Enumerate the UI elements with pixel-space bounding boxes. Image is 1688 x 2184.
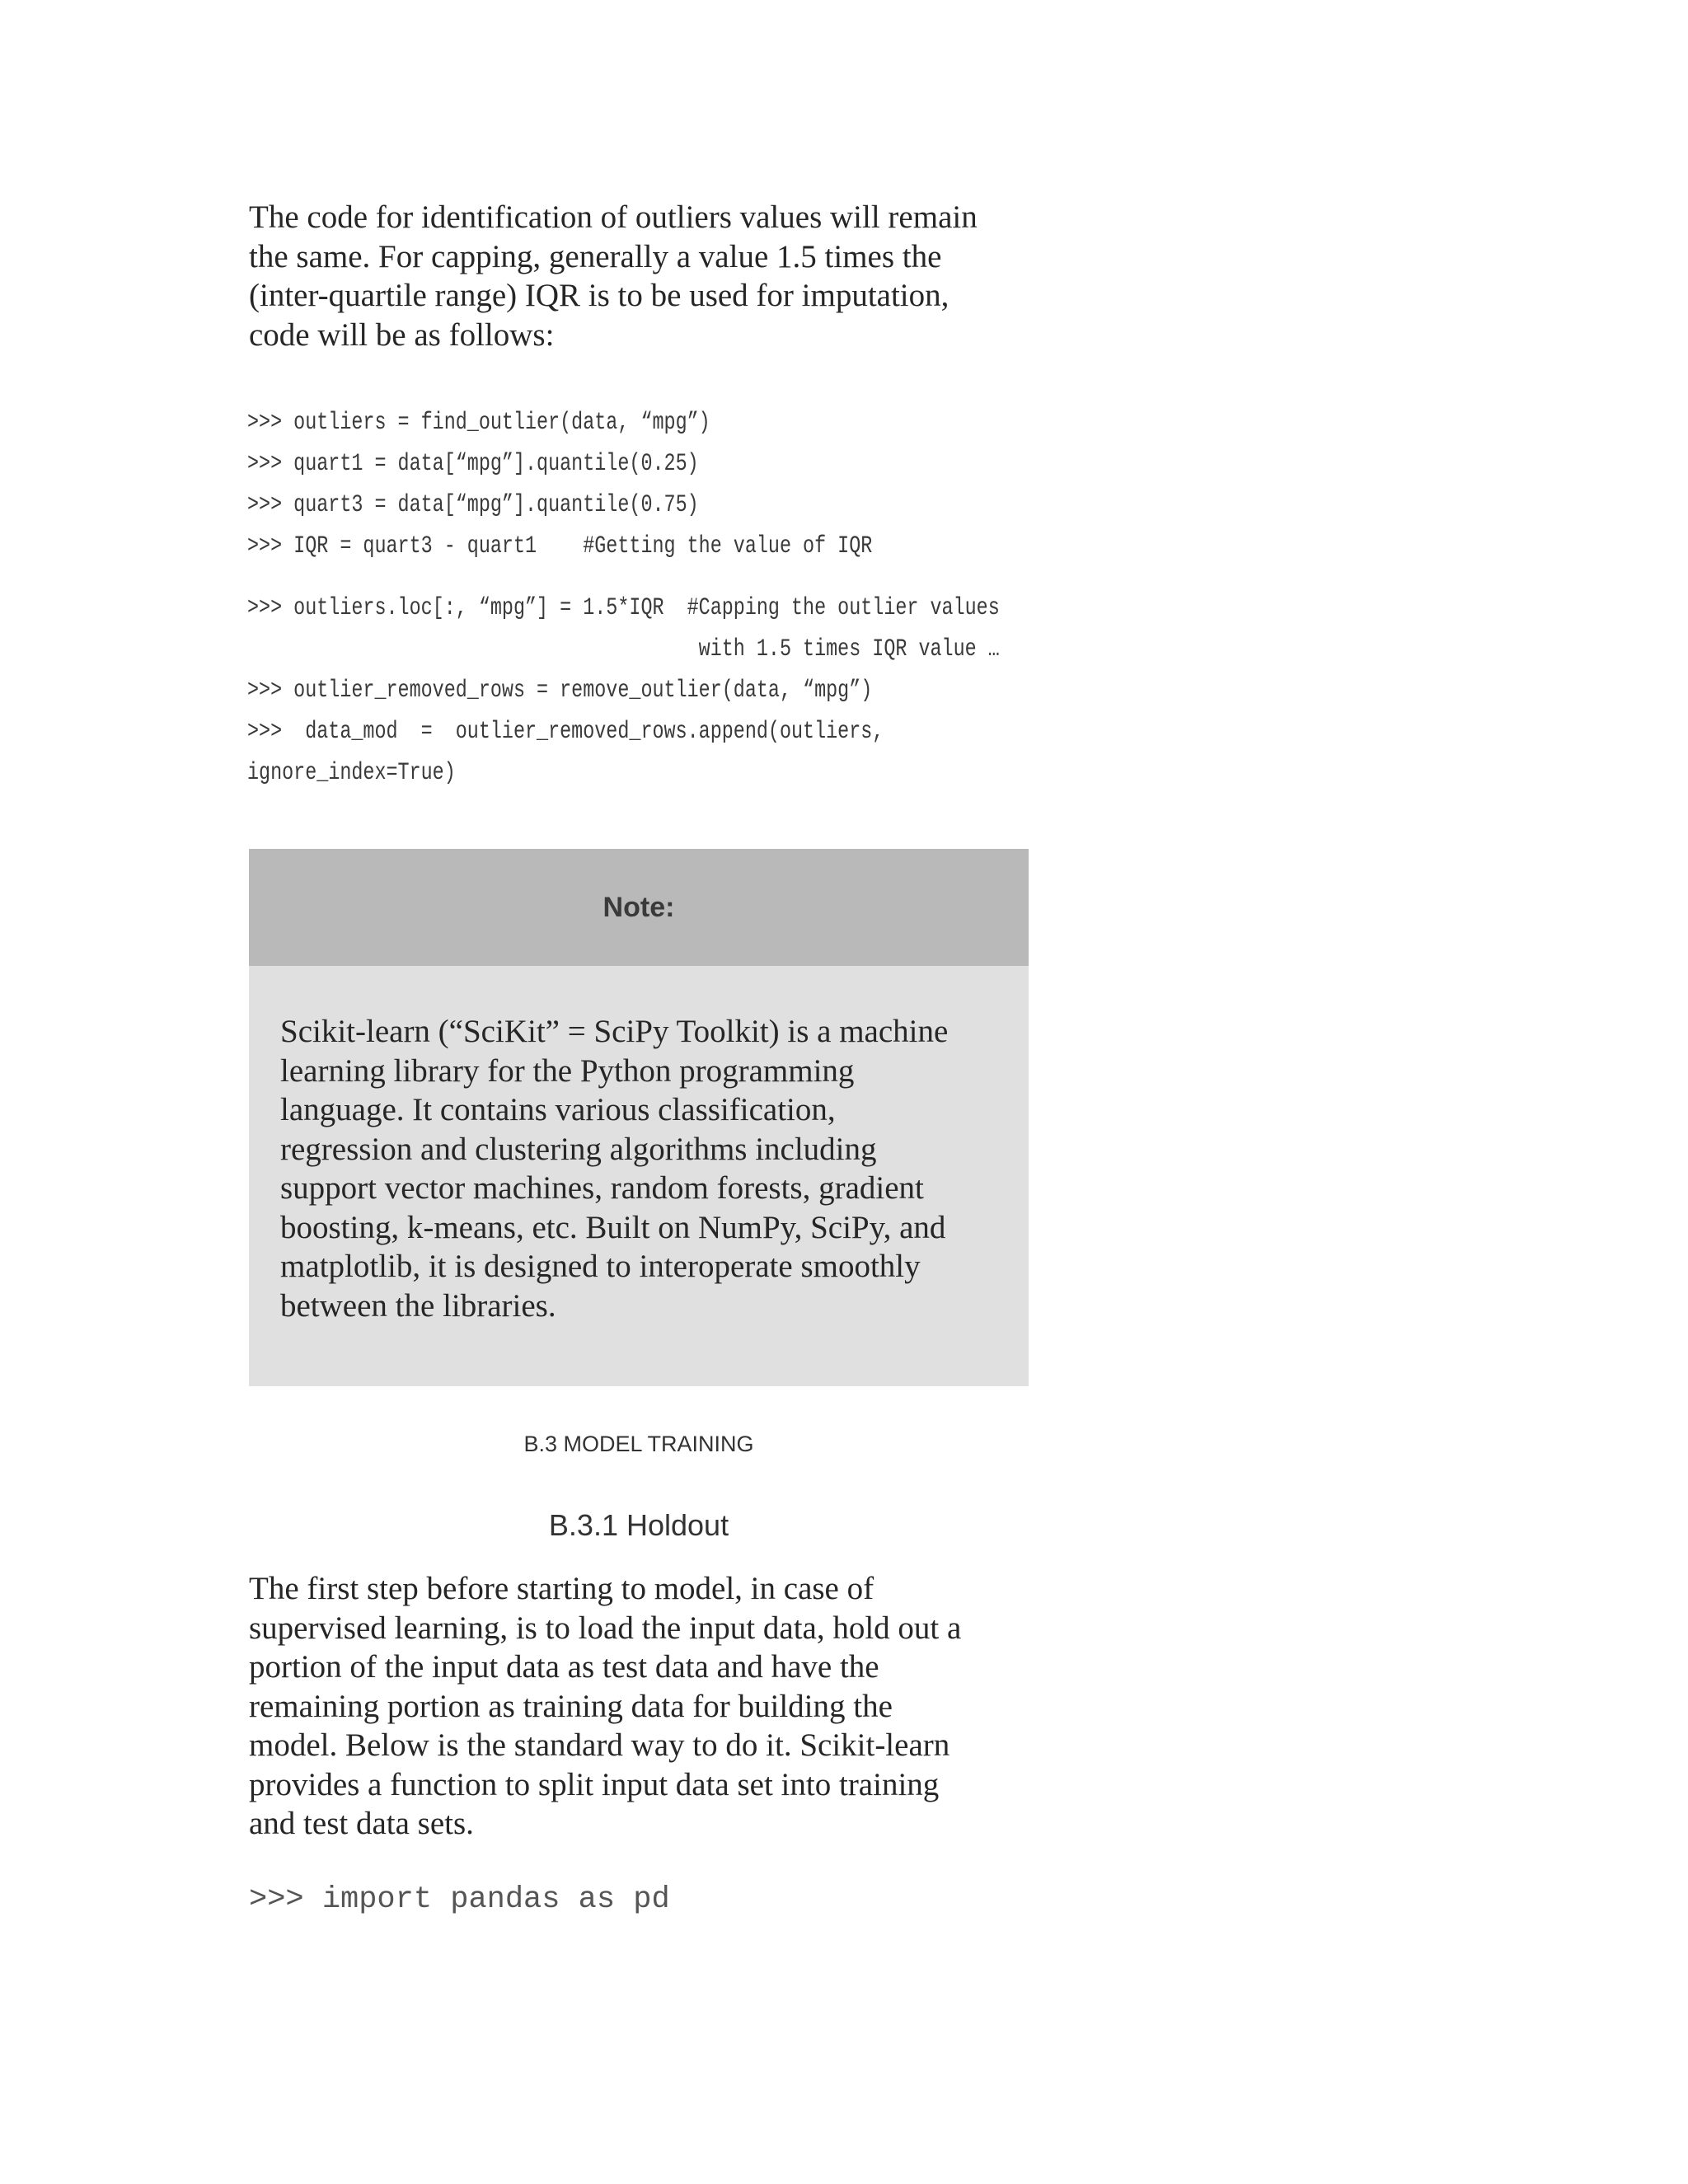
note-title: Note: [603,891,675,923]
code-line: ignore_index=True) [247,759,456,787]
code-line: with 1.5 times IQR value … [247,635,1000,663]
code-line: >>> quart1 = data[“mpg”].quantile(0.25) [247,450,699,478]
note-body [280,1012,1006,1325]
holdout-paragraph [249,1569,1032,1844]
code-line: >>> IQR = quart3 - quart1 #Getting the value of IQR [247,532,873,560]
note-line: support vector machines, random forests, gradient [280,1170,924,1206]
code-line: >>> quart3 = data[“mpg”].quantile(0.75) [247,491,699,519]
paragraph-line: (inter-quartile range) IQR is to be used for imputation, [249,278,950,313]
paragraph-line: model. Below is the standard way to do it. Scikit-learn [249,1727,950,1763]
code-line: >>> outliers = find_outlier(data, “mpg”) [247,409,710,437]
code-line: >>> data_mod = outlier_removed_rows.append(outliers, [247,718,884,746]
paragraph-line: The first step before starting to model, in case of [249,1571,874,1606]
note-line: regression and clustering algorithms including [280,1131,877,1167]
paragraph-line: and test data sets. [249,1806,474,1841]
code-line: >>> outlier_removed_rows = remove_outlier(data, “mpg”) [247,677,873,705]
paragraph-line: provides a function to split input data set into training [249,1766,940,1802]
paragraph-line: remaining portion as training data for building the [249,1688,893,1724]
code-line: >>> outliers.loc[:, “mpg”] = 1.5*IQR #Capping the outlier values [247,594,1000,622]
note-line: Scikit-learn (“SciKit” = SciPy Toolkit) is a machine [280,1014,949,1049]
note-line: boosting, k-means, etc. Built on NumPy, SciPy, and [280,1209,946,1245]
note-line: learning library for the Python programming [280,1052,855,1089]
paragraph-line: the same. For capping, generally a value 1.5 times the [249,238,942,274]
section-heading: B.3 MODEL TRAINING [523,1432,754,1456]
note-line: language. It contains various classification, [280,1092,836,1127]
note-line: matplotlib, it is designed to interoperate smoothly [280,1249,921,1284]
note-line: between the libraries. [280,1287,556,1324]
intro-paragraph [249,198,1032,354]
paragraph-line: portion of the input data as test data and have the [249,1649,879,1685]
code-line-import: >>> import pandas as pd [249,1882,670,1917]
note-box [249,849,1029,1386]
subsection-heading: B.3.1 Holdout [548,1508,729,1542]
paragraph-line: The code for identification of outliers values will remain [249,199,978,235]
paragraph-line: supervised learning, is to load the input data, hold out a [249,1610,962,1646]
note-header [249,849,1029,966]
paragraph-line: code will be as follows: [249,316,555,353]
